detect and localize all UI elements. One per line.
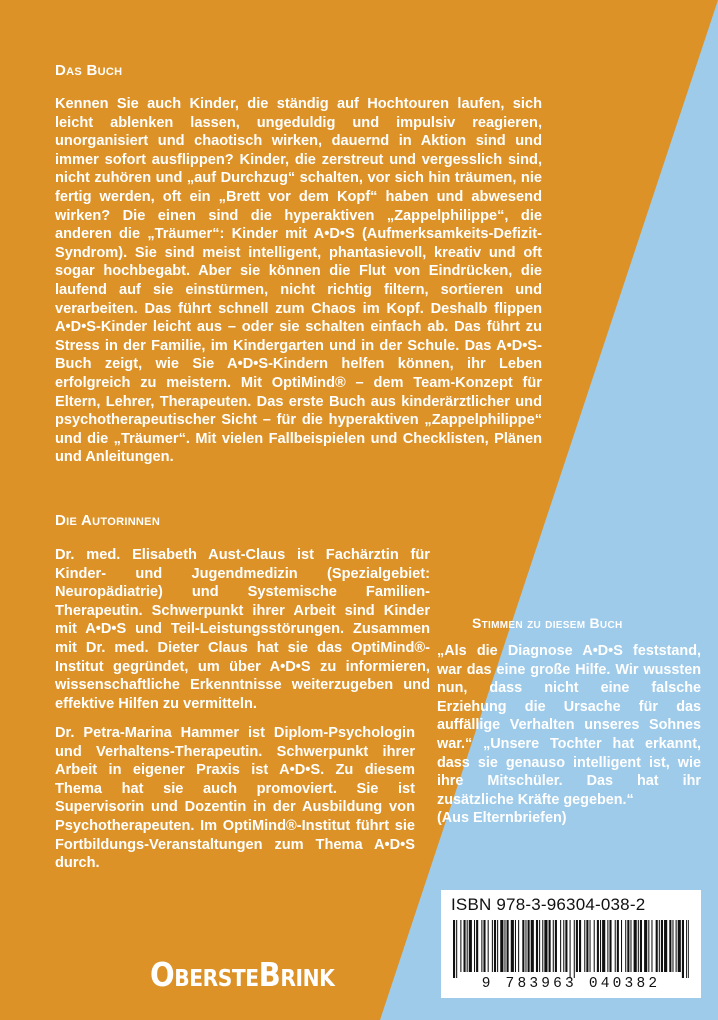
- book-description: Kennen Sie auch Kinder, die ständig auf Hochtouren laufen, sich leicht ablenken lassen, ungeduldig und impulsiv reagieren, unorganisiert und chaotisch wirken, dauernd in Aktion sind und immer sofort ausflippen? Kinder, die zerstreut und vergesslich sind, nicht zuhören und „auf Durchzug“ schalten, vor sich hin träumen, nie fertig werden, oft ein „Brett vor dem Kopf“ haben und abwesend wirken? Die einen sind die hyperaktiven „Zappelphilippe“, die anderen die „Träumer“: Kinder mit A•D•S (Aufmerksamkeits-Defizit-Syndrom). Sie sind meist intelligent, phantasievoll, kreativ und oft sogar hochbegabt. Aber sie können die Flut von Eindrücken, die laufend auf sie einstürmen, nicht richtig filtern, sortieren und verarbeiten. Das führt schnell zum Chaos im Kopf. Deshalb flippen A•D•S-Kinder leicht aus – oder sie schalten einfach ab. Das führt zu Stress in der Familie, im Kindergarten und in der Schule. Das A•D•S-Buch zeigt, wie Sie A•D•S-Kindern helfen können, ihr Leben erfolgreich zu meistern. Mit OptiMind® – dem Team-Konzept für Eltern, Lehrer, Therapeuten. Das erste Buch aus kinderärztlicher und psychotherapeutischer Sicht – für die hyperaktiven „Zappelphilippe“ und die „Träumer“. Mit vielen Fallbeispielen und Checklisten, Plänen und Anleitungen.: [55, 96, 542, 466]
- author-bio-hammer: Dr. Petra-Marina Hammer ist Diplom-Psychologin und Verhaltens-Therapeutin. Schwerpunkt ihrer Arbeit in eigener Praxis ist A•D•S. Zu diesem Thema hat sie auch promoviert. Sie ist Supervisorin und Dozentin in der Ausbildung von Psychotherapeuten. Im OptiMind®-Institut führt sie Fortbildungs-Veranstaltungen zum Thema A•D•S durch.: [55, 725, 415, 872]
- authors-heading: Die Autorinnen: [55, 512, 161, 529]
- voices-heading: Stimmen zu diesem Buch: [472, 615, 623, 631]
- quote-text: „Als die Diagnose A•D•S feststand, war das eine große Hilfe. Wir wussten nun, dass nicht eine falsche Erziehung die Ursache für das auffällige Verhalten unseres Sohnes war.“ „Unsere Tochter hat erkannt, dass sie genauso intelligent ist, wie ihre Mitschüler. Das hat ihr zusätzliche Kräfte gegeben.“: [437, 643, 701, 808]
- book-heading: Das Buch: [55, 62, 123, 79]
- author-bio-aust-claus: Dr. med. Elisabeth Aust-Claus ist Fachärztin für Kinder- und Jugendmedizin (Spezialgebiet: Neuropädiatrie) und Systemische Familien-Therapeutin. Schwerpunkt ihrer Arbeit sind Kinder mit A•D•S und Teil-Leistungsstörungen. Zusammen mit Dr. med. Dieter Claus hat sie das OptiMind®-Institut gegründet, um über A•D•S zu informieren, wissenschaftliche Erkenntnisse weiterzugeben und effektive Hilfen zu vermitteln.: [55, 547, 430, 712]
- reader-quotes: [437, 642, 701, 828]
- barcode-digits: 9 783963 040382: [481, 976, 661, 992]
- isbn-label: ISBN 978-3-96304-038-2: [451, 895, 646, 914]
- barcode-bars-icon: [453, 920, 689, 978]
- publisher-logo: ObersteBrink: [150, 955, 335, 994]
- isbn-barcode: [441, 890, 701, 998]
- quote-source: (Aus Elternbriefen): [437, 810, 567, 827]
